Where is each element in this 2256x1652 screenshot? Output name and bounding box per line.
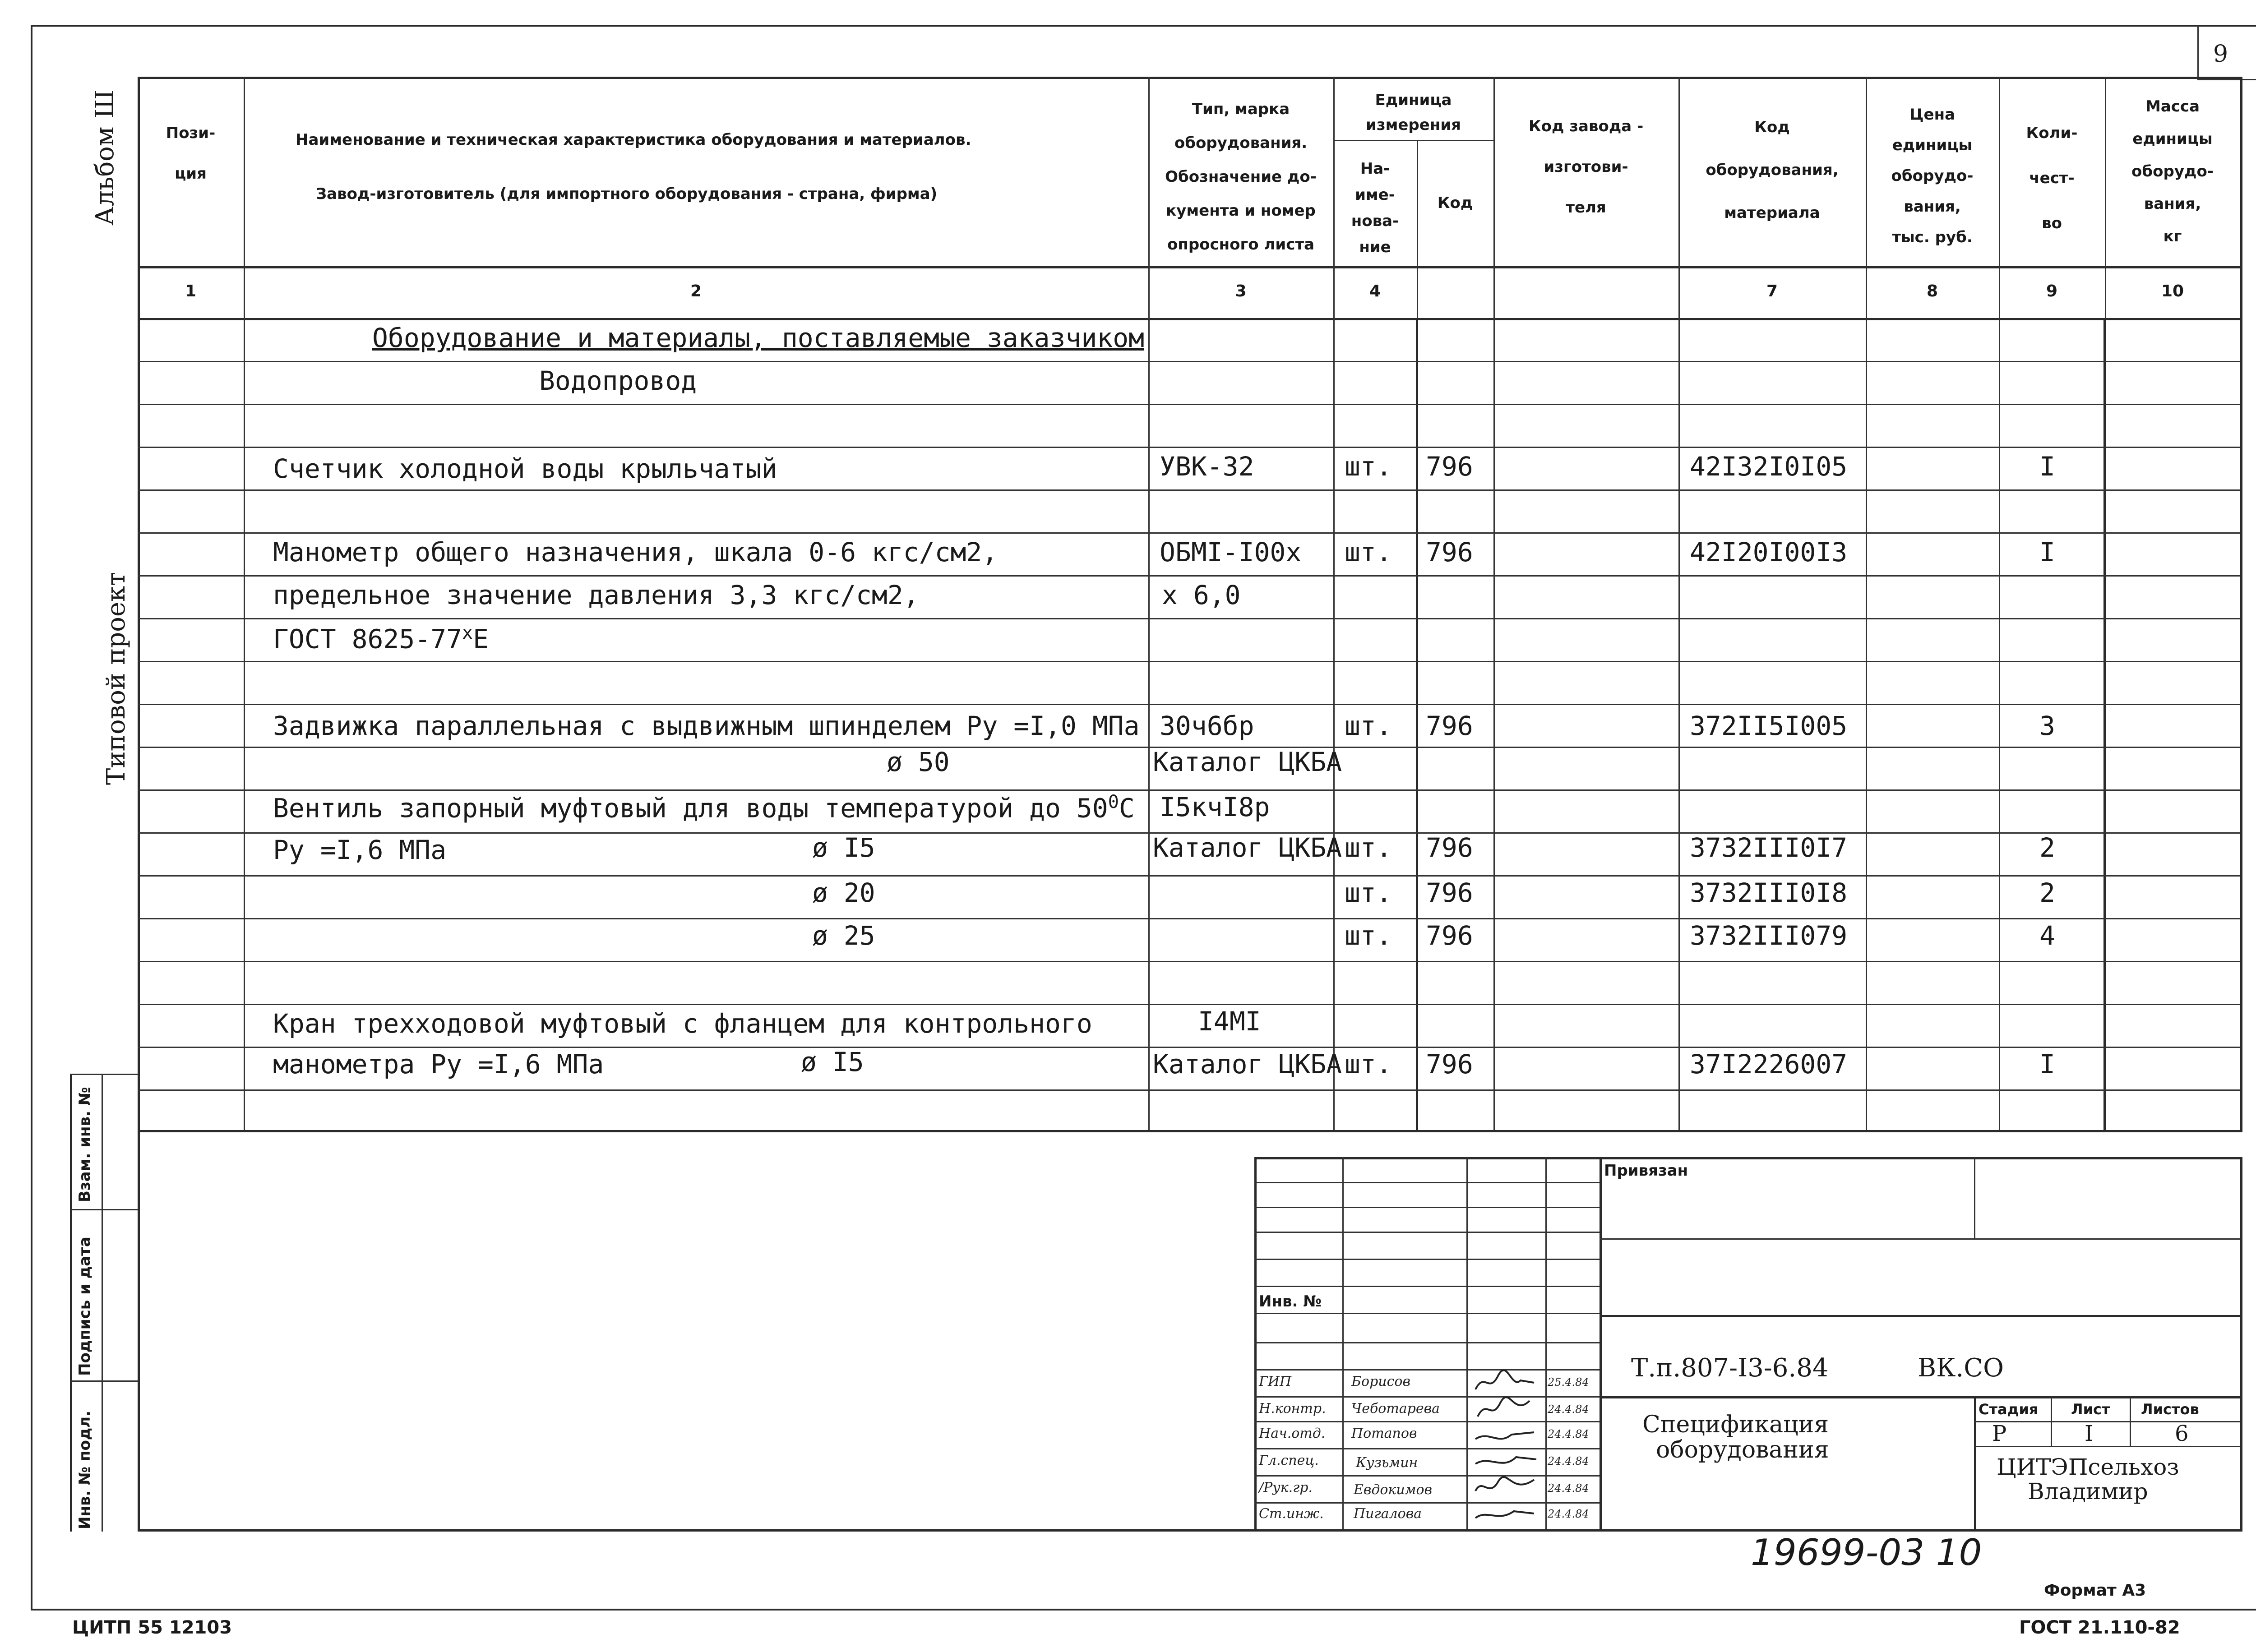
header-col9 — [1999, 111, 2105, 246]
header-col9-l3: во — [2042, 214, 2062, 232]
doc-mark: ВК.СО — [1918, 1353, 2004, 1383]
header-col6 — [1493, 106, 1678, 228]
vzam-inv-label: Взам. инв. № — [76, 1087, 94, 1202]
doc-code: Т.п.807-I3-6.84 — [1631, 1353, 1829, 1383]
row-line-18 — [138, 1089, 2240, 1091]
row4-tail: С — [1119, 793, 1135, 824]
tb-right-border — [2240, 1157, 2242, 1529]
header-col8-l5: тыс. руб. — [1892, 228, 1973, 246]
name-1: Борисов — [1351, 1374, 1410, 1389]
tb-stage-bottom — [1974, 1446, 2240, 1447]
header-col1-line2: ция — [175, 165, 207, 183]
doc-title-l1: Спецификация — [1642, 1411, 1829, 1438]
tb-stage-col-2 — [2130, 1396, 2131, 1446]
row-line-7 — [138, 618, 2240, 619]
tb-row-13 — [1254, 1502, 1600, 1504]
project-type-label: Типовой проект — [102, 572, 131, 785]
unit-header-divider — [1333, 140, 1493, 141]
doc-title-l2: оборудования — [1656, 1436, 1829, 1463]
row2c-sup: х — [462, 623, 473, 643]
header-col7-l1: Код — [1754, 118, 1790, 136]
name-4: Кузьмин — [1356, 1455, 1418, 1471]
row4a-dia: ø I5 — [812, 832, 875, 863]
row2c-name — [273, 623, 489, 654]
role-6: Ст.инж. — [1259, 1506, 1324, 1522]
sign-date-label: Подпись и дата — [76, 1237, 94, 1376]
row5b-qty: I — [2039, 1049, 2055, 1080]
header-col4-l4: ние — [1359, 238, 1391, 256]
colnum-4: 4 — [1369, 282, 1381, 300]
row2b-name: предельное значение давления 3,3 кгс/см2, — [273, 580, 919, 610]
date-3: 24.4.84 — [1548, 1428, 1589, 1440]
header-col2-line2: Завод-изготовитель (для импортного оборудования - страна, фирма) — [316, 185, 938, 203]
side-stamp-left-border — [70, 1074, 72, 1532]
side-stamp-inner — [102, 1074, 103, 1532]
role-4: Гл.спец. — [1259, 1453, 1319, 1468]
row3b-dia: ø 50 — [887, 747, 950, 777]
footer-left: ЦИТП 55 12103 — [72, 1617, 232, 1638]
row-line-9 — [138, 704, 2240, 705]
handwritten-number: 19699-03 10 — [1751, 1532, 1982, 1574]
date-5: 24.4.84 — [1548, 1482, 1589, 1495]
name-3: Потапов — [1351, 1426, 1417, 1441]
row1-unit: шт. — [1345, 451, 1392, 482]
role-5: /Рук.гр. — [1259, 1480, 1313, 1495]
header-col9-l1: Коли- — [2026, 124, 2078, 142]
row2c-tail: Е — [473, 623, 489, 655]
colnum-8: 8 — [1926, 282, 1938, 300]
row2-qty: I — [2039, 537, 2055, 568]
table-top-border — [138, 77, 2242, 79]
footer-right: ГОСТ 21.110-82 — [2019, 1617, 2180, 1638]
header-col10-l5: кг — [2163, 227, 2182, 245]
table-right-border — [2240, 77, 2242, 1132]
tb-row-12 — [1254, 1475, 1600, 1477]
row4a-unit: шт. — [1345, 832, 1392, 863]
doc-title — [1642, 1412, 1829, 1463]
role-1: ГИП — [1259, 1374, 1292, 1389]
colnum-7: 7 — [1766, 282, 1778, 300]
colnum-bottom-line — [138, 318, 2242, 320]
header-col10 — [2105, 90, 2240, 253]
row2-code: 42I20I00I3 — [1690, 537, 1848, 568]
row4a-qty: 2 — [2039, 832, 2055, 863]
row4c-unit: шт. — [1345, 920, 1392, 951]
header-col3-l5: опросного листа — [1167, 235, 1315, 254]
row2-type: ОБМI-I00х — [1160, 537, 1302, 568]
tb-row-6 — [1254, 1313, 1600, 1314]
org-line2: Владимир — [2027, 1478, 2148, 1504]
row-line-6 — [138, 575, 2240, 577]
date-1: 25.4.84 — [1548, 1376, 1589, 1389]
row5-type: I4МI — [1198, 1006, 1261, 1037]
row-line-5 — [138, 532, 2240, 534]
inv-no-podl-label: Инв. № подл. — [76, 1410, 94, 1529]
row4-type: I5кчI8р — [1160, 792, 1270, 822]
privyazan-label: Привязан — [1604, 1162, 1688, 1180]
row4a-kod: 796 — [1426, 832, 1473, 863]
tb-top-border — [1254, 1157, 2240, 1159]
row5-name: Кран трехходовой муфтовый с фланцем для контрольного — [273, 1008, 1092, 1039]
stage-label: Стадия — [1979, 1401, 2039, 1418]
row5b-kod: 796 — [1426, 1049, 1473, 1080]
header-col10-l2: единицы — [2132, 130, 2213, 148]
page-number-box-left — [2197, 25, 2199, 79]
header-col3 — [1148, 92, 1333, 262]
side-stamp-divider-1 — [70, 1209, 138, 1210]
row4b-unit: шт. — [1345, 877, 1392, 908]
row-line-11 — [138, 789, 2240, 791]
tb-row-4 — [1254, 1259, 1600, 1260]
row-line-3 — [138, 447, 2240, 448]
sheet-label: Лист — [2071, 1401, 2110, 1418]
row-line-2 — [138, 404, 2240, 405]
header-unit-l1: Единица — [1375, 91, 1452, 109]
row2-unit: шт. — [1345, 537, 1392, 568]
row1-code: 42I32I0I05 — [1690, 451, 1848, 482]
row4b-code: 3732III0I8 — [1690, 877, 1848, 908]
row-line-14 — [138, 918, 2240, 919]
date-4: 24.4.84 — [1548, 1455, 1589, 1467]
table-bottom-line — [138, 1130, 2242, 1132]
row3-name: Задвижка параллельная с выдвижным шпинделем Ру =I,0 МПа — [273, 711, 1140, 741]
row1-type: УВК-32 — [1160, 451, 1254, 482]
row3-unit: шт. — [1345, 711, 1392, 741]
row4-text: Вентиль запорный муфтовый для воды температурой до 50 — [273, 793, 1108, 824]
org-name — [1997, 1455, 2179, 1504]
row5b-code: 37I2226007 — [1690, 1049, 1848, 1080]
row-line-16 — [138, 1004, 2240, 1005]
row4-name — [273, 792, 1135, 823]
header-col10-l1: Масса — [2145, 97, 2200, 115]
tb-row-3 — [1254, 1232, 1600, 1233]
row3-kod: 796 — [1426, 711, 1473, 741]
signature-4 — [1475, 1457, 1536, 1464]
header-col1 — [138, 113, 244, 194]
row-line-4 — [138, 489, 2240, 491]
role-3: Нач.отд. — [1259, 1426, 1326, 1441]
row3b-type: Каталог ЦКБА — [1153, 747, 1342, 777]
header-bottom-line — [138, 266, 2242, 268]
date-2: 24.4.84 — [1548, 1403, 1589, 1416]
page-number-box-bottom — [2197, 79, 2256, 80]
tb-code-bottom — [1600, 1396, 2240, 1398]
role-2: Н.контр. — [1259, 1401, 1326, 1417]
tb-code-top — [1600, 1315, 2240, 1317]
row2-name: Манометр общего назначения, шкала 0-6 кгс/см2, — [273, 537, 998, 568]
tb-row-2 — [1254, 1207, 1600, 1208]
header-col8-l4: вания, — [1904, 198, 1961, 216]
row4a-name: Ру =I,6 МПа — [273, 835, 447, 865]
row4b-dia: ø 20 — [812, 877, 875, 908]
signature-2 — [1478, 1397, 1530, 1417]
tb-stage-col-1 — [2051, 1396, 2052, 1446]
row1-qty: I — [2039, 451, 2055, 482]
sheets-value: 6 — [2175, 1421, 2189, 1446]
row5b-unit: шт. — [1345, 1049, 1392, 1080]
tb-row-8 — [1254, 1369, 1600, 1371]
header-col7-l2: оборудования, — [1706, 161, 1839, 179]
row5b-name: манометра Ру =I,6 МПа — [273, 1049, 604, 1080]
row4a-type: Каталог ЦКБА — [1153, 832, 1342, 863]
row2b-type: х 6,0 — [1162, 580, 1241, 610]
header-kod: Код — [1437, 194, 1473, 212]
tb-privyazan-bottom — [1600, 1238, 2240, 1240]
header-col3-l3: Обозначение до- — [1165, 168, 1317, 186]
row3-code: 372II5I005 — [1690, 711, 1848, 741]
header-col10-l4: вания, — [2144, 195, 2201, 213]
signature-1 — [1475, 1370, 1534, 1389]
subsection-title: Водопровод — [539, 365, 697, 396]
header-col7 — [1678, 106, 1866, 235]
row4c-code: 3732III079 — [1690, 920, 1848, 951]
bold-outline-left — [1416, 318, 1418, 1130]
header-col3-l1: Тип, марка — [1192, 100, 1290, 118]
stage-value: Р — [1992, 1421, 2007, 1446]
signatures-svg — [1471, 1367, 1543, 1529]
row3-type: 30ч6бр — [1160, 711, 1254, 741]
header-col9-l2: чест- — [2029, 169, 2075, 187]
header-col7-l3: материала — [1724, 204, 1820, 222]
row4c-dia: ø 25 — [812, 920, 875, 951]
row4c-kod: 796 — [1426, 920, 1473, 951]
header-col6-l1: Код завода - — [1528, 117, 1644, 135]
header-col1-line1: Пози- — [166, 124, 216, 142]
name-2: Чеботарева — [1351, 1401, 1440, 1417]
header-col3-l4: кумента и номер — [1166, 202, 1316, 220]
row4b-kod: 796 — [1426, 877, 1473, 908]
col-divider-5 — [1493, 77, 1495, 1130]
row4-sup: 0 — [1108, 792, 1119, 812]
header-col3-l2: оборудования. — [1174, 134, 1308, 152]
row5b-type: Каталог ЦКБА — [1153, 1049, 1342, 1080]
row4b-qty: 2 — [2039, 877, 2055, 908]
row2c-text: ГОСТ 8625-77 — [273, 623, 462, 655]
page-number: 9 — [2213, 41, 2228, 68]
header-col4-l1: На- — [1360, 160, 1390, 178]
signature-5 — [1475, 1477, 1534, 1491]
row3-qty: 3 — [2039, 711, 2055, 741]
header-unit-l2: измерения — [1366, 116, 1461, 134]
tb-row-1 — [1254, 1182, 1600, 1183]
album-label: Альбом Ш — [90, 89, 120, 226]
side-stamp-top — [70, 1074, 138, 1075]
date-6: 24.4.84 — [1548, 1508, 1589, 1520]
signature-6 — [1475, 1511, 1534, 1518]
header-col6-l3: теля — [1566, 198, 1606, 217]
header-col8-l1: Цена — [1909, 106, 1956, 124]
colnum-9: 9 — [2046, 282, 2058, 300]
row-line-15 — [138, 961, 2240, 962]
row1-name: Счетчик холодной воды крыльчатый — [273, 453, 777, 484]
tb-stage-mid — [1974, 1421, 2240, 1422]
row1-kod: 796 — [1426, 451, 1473, 482]
row-line-1 — [138, 361, 2240, 362]
col-divider-1 — [244, 77, 245, 1130]
row-line-8 — [138, 661, 2240, 662]
section-title: Оборудование и материалы, поставляемые заказчиком — [372, 323, 1145, 353]
header-unit — [1333, 88, 1493, 138]
tb-row-10 — [1254, 1421, 1600, 1422]
row-line-17 — [138, 1047, 2240, 1048]
header-col8-l2: единицы — [1892, 136, 1973, 154]
row2-kod: 796 — [1426, 537, 1473, 568]
tb-row-5 — [1254, 1286, 1600, 1287]
header-col4-l2: име- — [1355, 186, 1395, 204]
row4a-code: 3732III0I7 — [1690, 832, 1848, 863]
header-col10-l3: оборудо- — [2131, 162, 2214, 180]
header-col4 — [1333, 156, 1417, 260]
tb-col-4 — [1600, 1157, 1602, 1529]
name-6: Пигалова — [1354, 1506, 1422, 1522]
tb-privyazan-divider — [1974, 1157, 1975, 1238]
tb-stage-left — [1974, 1396, 1976, 1529]
colnum-3: 3 — [1235, 282, 1247, 300]
format-label: Формат А3 — [2044, 1581, 2146, 1600]
header-col6-l2: изготови- — [1544, 158, 1628, 176]
col-divider-6 — [1678, 77, 1680, 1130]
side-stamp-divider-2 — [70, 1380, 138, 1382]
colnum-2: 2 — [690, 282, 702, 300]
header-col8-l3: оборудо- — [1891, 167, 1974, 185]
colnum-10: 10 — [2161, 282, 2184, 300]
tb-row-9 — [1254, 1396, 1600, 1398]
sheets-label: Листов — [2141, 1401, 2199, 1418]
sheet-value: I — [2085, 1421, 2093, 1446]
org-line1: ЦИТЭПсельхоз — [1997, 1454, 2179, 1480]
row-line-13 — [138, 875, 2240, 877]
signature-3 — [1475, 1432, 1534, 1439]
row4c-qty: 4 — [2039, 920, 2055, 951]
colnum-1: 1 — [185, 282, 197, 300]
row5b-dia: ø I5 — [801, 1047, 864, 1077]
tb-row-11 — [1254, 1448, 1600, 1449]
bold-outline-right — [2103, 318, 2106, 1130]
name-5: Евдокимов — [1354, 1482, 1433, 1498]
tb-row-7 — [1254, 1342, 1600, 1343]
header-col4-l3: нова- — [1351, 212, 1399, 230]
header-col8 — [1866, 99, 1999, 253]
inv-no-label: Инв. № — [1259, 1292, 1322, 1311]
header-col2-line1: Наименование и техническая характеристика оборудования и материалов. — [296, 131, 971, 149]
